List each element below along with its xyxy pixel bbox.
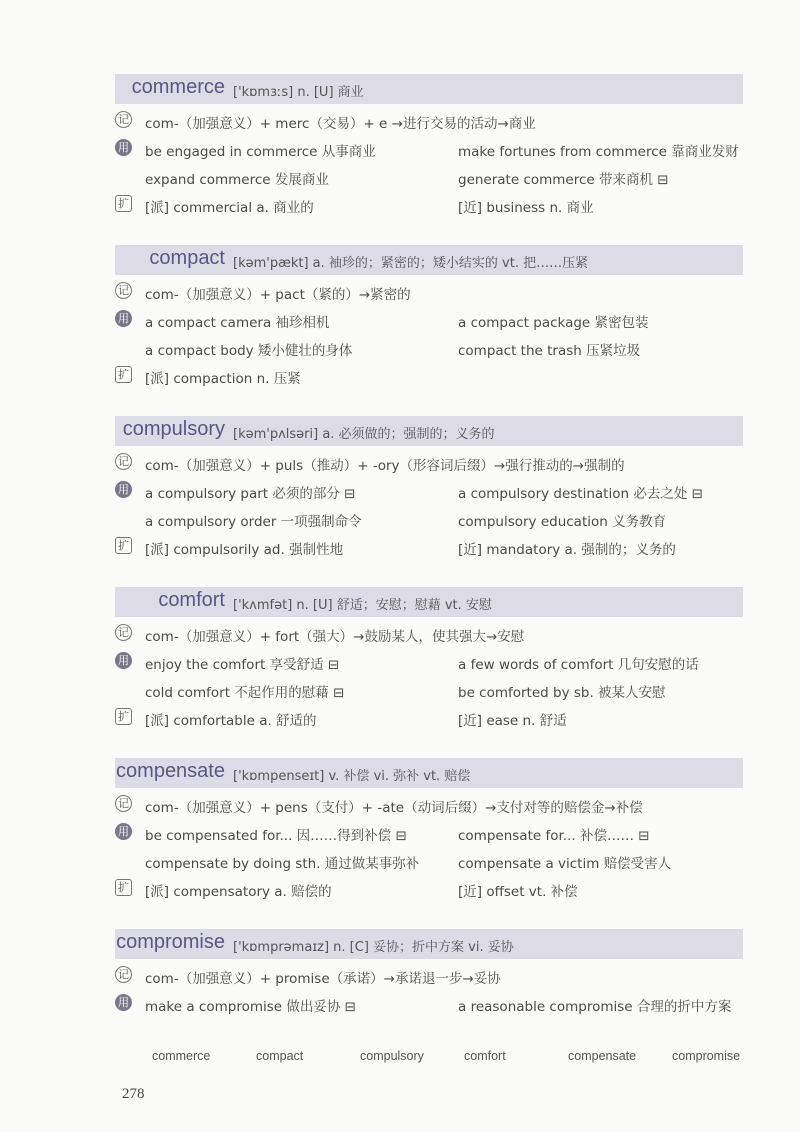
usage-row bbox=[115, 134, 743, 162]
entry-compulsory bbox=[115, 416, 743, 560]
usage-phrase: a compact package 紧密包装 bbox=[458, 315, 649, 331]
etymology-row bbox=[115, 448, 743, 476]
usage-phrase: expand commerce 发展商业 bbox=[145, 172, 329, 188]
derived-word: [派] commercial a. 商业的 bbox=[145, 200, 314, 216]
etymology-text: com-（加强意义）+ puls（推动）+ -ory（形容词后缀）→强行推动的→强制的 bbox=[145, 458, 625, 474]
entry-compromise bbox=[115, 929, 743, 1017]
usage-row bbox=[115, 333, 743, 361]
usage-icon: 用 bbox=[115, 823, 132, 840]
extension-icon: 扩 bbox=[115, 879, 132, 896]
usage-phrase: compensate for... 补偿…… ⊟ bbox=[458, 828, 650, 844]
usage-phrase: a reasonable compromise 合理的折中方案 bbox=[458, 999, 732, 1015]
footer-word: commerce bbox=[152, 1049, 211, 1063]
entry-header bbox=[115, 74, 743, 104]
usage-phrase: compact the trash 压紧垃圾 bbox=[458, 343, 641, 359]
derived-word: [派] comfortable a. 舒适的 bbox=[145, 713, 317, 729]
usage-row bbox=[115, 305, 743, 333]
usage-phrase: compensate a victim 赔偿受害人 bbox=[458, 856, 672, 872]
etymology-row bbox=[115, 106, 743, 134]
derived-word: [派] compulsorily ad. 强制性地 bbox=[145, 542, 344, 558]
usage-icon: 用 bbox=[115, 994, 132, 1011]
extension-row bbox=[115, 361, 743, 389]
usage-phrase: a compulsory order 一项强制命令 bbox=[145, 514, 362, 530]
footer-word: compensate bbox=[568, 1049, 637, 1063]
entry-commerce bbox=[115, 74, 743, 218]
footer-word: compulsory bbox=[360, 1049, 424, 1063]
definition: ['kɒmprəmaɪz] n. [C] 妥协；折中方案 vi. 妥协 bbox=[233, 940, 514, 955]
extension-icon: 扩 bbox=[115, 366, 132, 383]
usage-row bbox=[115, 504, 743, 532]
entry-compensate bbox=[115, 758, 743, 902]
usage-phrase: compulsory education 义务教育 bbox=[458, 514, 667, 530]
usage-phrase: be compensated for... 因……得到补偿 ⊟ bbox=[145, 828, 407, 844]
entry-header bbox=[115, 245, 743, 275]
definition: ['kɒmɜːs] n. [U] 商业 bbox=[233, 85, 364, 100]
extension-row bbox=[115, 874, 743, 902]
usage-icon: 用 bbox=[115, 652, 132, 669]
usage-row bbox=[115, 647, 743, 675]
usage-row bbox=[115, 675, 743, 703]
memory-icon: 记 bbox=[115, 624, 132, 641]
etymology-text: com-（加强意义）+ merc（交易）+ e →进行交易的活动→商业 bbox=[145, 116, 536, 132]
usage-phrase: a compact body 矮小健壮的身体 bbox=[145, 343, 353, 359]
usage-phrase: a compact camera 袖珍相机 bbox=[145, 315, 330, 331]
footer-word: compromise bbox=[672, 1049, 741, 1063]
usage-row bbox=[115, 162, 743, 190]
derived-word: [派] compaction n. 压紧 bbox=[145, 371, 301, 387]
etymology-row bbox=[115, 277, 743, 305]
usage-phrase: compensate by doing sth. 通过做某事弥补 bbox=[145, 856, 420, 872]
usage-row bbox=[115, 818, 743, 846]
usage-phrase: a compulsory part 必须的部分 ⊟ bbox=[145, 486, 356, 502]
synonym-word: [近] ease n. 舒适 bbox=[458, 713, 567, 729]
usage-row bbox=[115, 846, 743, 874]
extension-icon: 扩 bbox=[115, 708, 132, 725]
page-number: 278 bbox=[122, 1086, 145, 1102]
entry-header bbox=[115, 587, 743, 617]
usage-icon: 用 bbox=[115, 310, 132, 327]
entry-header bbox=[115, 758, 743, 788]
usage-phrase: be comforted by sb. 被某人安慰 bbox=[458, 685, 666, 701]
usage-phrase: a compulsory destination 必去之处 ⊟ bbox=[458, 486, 703, 502]
extension-row bbox=[115, 532, 743, 560]
headword: commerce bbox=[131, 76, 225, 98]
entry-comfort bbox=[115, 587, 743, 731]
headword: compensate bbox=[116, 760, 225, 782]
memory-icon: 记 bbox=[115, 966, 132, 983]
extension-row bbox=[115, 703, 743, 731]
synonym-word: [近] business n. 商业 bbox=[458, 200, 594, 216]
synonym-word: [近] mandatory a. 强制的；义务的 bbox=[458, 542, 676, 558]
synonym-word: [近] offset vt. 补偿 bbox=[458, 884, 578, 900]
usage-phrase: generate commerce 带来商机 ⊟ bbox=[458, 172, 669, 188]
usage-phrase: make fortunes from commerce 靠商业发财 bbox=[458, 144, 739, 160]
entry-header bbox=[115, 416, 743, 446]
etymology-row bbox=[115, 790, 743, 818]
usage-phrase: make a compromise 做出妥协 ⊟ bbox=[145, 999, 356, 1015]
footer-word: comfort bbox=[464, 1049, 506, 1063]
etymology-text: com-（加强意义）+ fort（强大）→鼓励某人，使其强大→安慰 bbox=[145, 629, 525, 645]
memory-icon: 记 bbox=[115, 282, 132, 299]
etymology-row bbox=[115, 961, 743, 989]
entry-compact bbox=[115, 245, 743, 389]
etymology-text: com-（加强意义）+ pact（紧的）→紧密的 bbox=[145, 287, 411, 303]
footer-word: compact bbox=[256, 1049, 304, 1063]
definition: [kəm'pækt] a. 袖珍的；紧密的；矮小结实的 vt. 把……压紧 bbox=[233, 256, 589, 271]
usage-row bbox=[115, 476, 743, 504]
derived-word: [派] compensatory a. 赔偿的 bbox=[145, 884, 332, 900]
headword: compact bbox=[149, 247, 225, 269]
usage-phrase: a few words of comfort 几句安慰的话 bbox=[458, 657, 699, 673]
headword: comfort bbox=[158, 589, 225, 611]
definition: ['kɒmpenseɪt] v. 补偿 vi. 弥补 vt. 赔偿 bbox=[233, 769, 471, 784]
headword: compulsory bbox=[122, 418, 225, 440]
usage-icon: 用 bbox=[115, 481, 132, 498]
usage-row bbox=[115, 989, 743, 1017]
definition: ['kʌmfət] n. [U] 舒适；安慰；慰藉 vt. 安慰 bbox=[233, 598, 492, 613]
extension-icon: 扩 bbox=[115, 195, 132, 212]
entry-header bbox=[115, 929, 743, 959]
usage-phrase: enjoy the comfort 享受舒适 ⊟ bbox=[145, 657, 340, 673]
usage-phrase: be engaged in commerce 从事商业 bbox=[145, 144, 376, 160]
extension-icon: 扩 bbox=[115, 537, 132, 554]
definition: [kəm'pʌlsəri] a. 必须做的；强制的；义务的 bbox=[233, 427, 495, 442]
memory-icon: 记 bbox=[115, 453, 132, 470]
usage-phrase: cold comfort 不起作用的慰藉 ⊟ bbox=[145, 685, 345, 701]
headword: compromise bbox=[116, 931, 225, 953]
etymology-text: com-（加强意义）+ pens（支付）+ -ate（动词后缀）→支付对等的赔偿金→补偿 bbox=[145, 800, 643, 816]
etymology-row bbox=[115, 619, 743, 647]
memory-icon: 记 bbox=[115, 795, 132, 812]
extension-row bbox=[115, 190, 743, 218]
memory-icon: 记 bbox=[115, 111, 132, 128]
etymology-text: com-（加强意义）+ promise（承诺）→承诺退一步→妥协 bbox=[145, 971, 501, 987]
usage-icon: 用 bbox=[115, 139, 132, 156]
